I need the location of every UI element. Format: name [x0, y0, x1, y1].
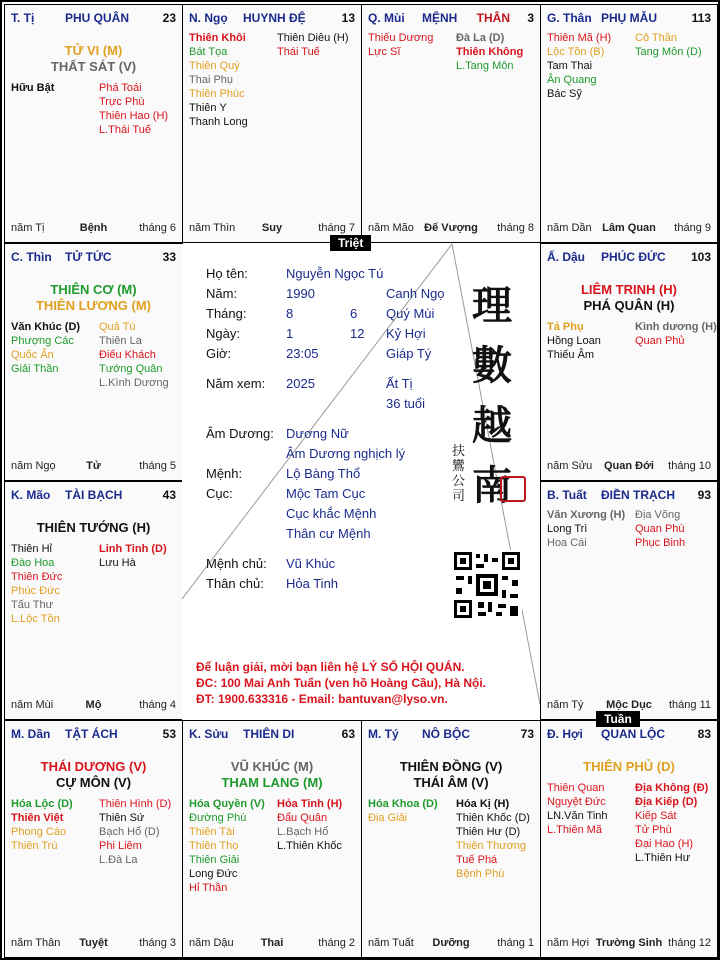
- minor-stars-left: [11, 81, 54, 95]
- palace-month: tháng 10: [668, 460, 711, 472]
- palace-stage: Bệnh: [79, 222, 108, 234]
- palace-cell-than: [540, 4, 718, 243]
- qr-code-icon: [452, 550, 522, 620]
- palace-month: tháng 12: [668, 937, 711, 949]
- minor-star: Long Đức: [189, 868, 238, 880]
- value-gio: 23:05: [286, 346, 319, 361]
- minor-stars-right: [635, 781, 708, 865]
- value-tuoi: 36 tuổi: [386, 396, 426, 411]
- palace-footer: [368, 937, 534, 951]
- palace-name: PHỤ MẪU: [601, 11, 657, 25]
- minor-star: Đà La (D): [456, 32, 505, 44]
- minor-star: Thiên Giải: [189, 854, 240, 866]
- minor-star: Linh Tinh (D): [99, 543, 167, 555]
- palace-name: HUYNH ĐỆ: [243, 11, 306, 25]
- palace-footer: [368, 222, 534, 236]
- calligraphy-char-4: 南: [472, 462, 512, 509]
- palace-header: [547, 488, 711, 504]
- minor-star: Quốc Ấn: [11, 349, 54, 361]
- main-star: THIÊN CƠ (M): [50, 282, 137, 297]
- palace-name: ĐIỀN TRẠCH: [601, 488, 675, 502]
- palace-year: năm Tị: [11, 222, 45, 234]
- minor-stars-left: [547, 508, 625, 550]
- minor-star: Hồng Loan: [547, 335, 601, 347]
- minor-stars-left: [547, 31, 611, 101]
- palace-year: năm Thìn: [189, 222, 236, 234]
- palace-stage: Thai: [260, 937, 284, 949]
- minor-stars-right: [456, 797, 530, 881]
- palace-number: 43: [162, 488, 176, 502]
- palace-cell-mao: [4, 481, 183, 720]
- minor-star: Tướng Quân: [99, 363, 163, 375]
- palace-year: năm Mùi: [11, 699, 54, 711]
- minor-star: Phục Binh: [635, 537, 686, 549]
- minor-star: Thai Phụ: [189, 74, 234, 86]
- palace-stage: Suy: [261, 222, 283, 234]
- palace-year: năm Dậu: [189, 937, 234, 949]
- minor-stars-right: [99, 797, 171, 867]
- triet-marker: Triệt: [330, 235, 371, 251]
- minor-star: Lộc Tồn (B): [547, 46, 605, 58]
- value-ngay-1: 1: [286, 326, 294, 341]
- palace-footer: [11, 460, 176, 474]
- palace-name: TỬ TỨC: [65, 250, 112, 264]
- palace-stage: Dưỡng: [432, 937, 470, 949]
- minor-star: Thanh Long: [189, 116, 248, 128]
- value-cuc-1: Mộc Tam Cục: [286, 486, 366, 501]
- minor-star: Hóa Quyền (V): [189, 798, 265, 810]
- palace-footer: [547, 937, 711, 951]
- minor-star: Phá Toái: [99, 82, 142, 94]
- palace-header: [11, 11, 176, 27]
- palace-year: năm Ngọ: [11, 460, 56, 472]
- minor-star: L.Thiên Hư: [635, 852, 691, 864]
- minor-star: Thiên Mã (H): [547, 32, 612, 44]
- palace-month: tháng 8: [497, 222, 534, 234]
- contact-line-3: ĐT: 1900.633316 - Email: bantuvan@lyso.vn.: [196, 692, 448, 706]
- minor-star: Thái Tuế: [277, 46, 320, 58]
- minor-star: Điếu Khách: [99, 349, 156, 361]
- main-star: THIÊN TƯỚNG (H): [36, 520, 151, 535]
- palace-footer: [189, 937, 355, 951]
- label-thang: Tháng:: [206, 306, 247, 321]
- palace-stage: Mộ: [85, 699, 102, 711]
- minor-star: Địa Không (Đ): [635, 782, 709, 794]
- palace-month: tháng 2: [318, 937, 355, 949]
- contact-line-2: ĐC: 100 Mai Anh Tuấn (ven hồ Hoàng Cầu), Hà Nội.: [196, 676, 487, 690]
- value-gio-can: Giáp Tý: [386, 346, 432, 361]
- palace-footer: [547, 222, 711, 236]
- minor-star: Thiên Khốc (D): [456, 812, 530, 824]
- minor-star: Tả Phụ: [547, 321, 584, 333]
- calligraphy-char-2: 數: [472, 342, 512, 389]
- palace-stage: Mộc Dục: [606, 699, 652, 711]
- palace-cell-ty: [361, 720, 541, 958]
- minor-star: Kình dương (H): [635, 321, 717, 333]
- palace-number: 33: [162, 250, 176, 264]
- label-menh: Mệnh:: [206, 466, 243, 481]
- minor-star: L.Thiên Khốc: [277, 840, 342, 852]
- label-menh-chu: Mệnh chủ:: [206, 556, 267, 571]
- label-nam: Năm:: [206, 286, 238, 301]
- palace-cell-thin: [4, 243, 183, 481]
- main-star: THIÊN PHỦ (D): [583, 759, 675, 774]
- minor-star: Bát Tọa: [189, 46, 228, 58]
- minor-star: Hỏa Tinh (H): [277, 798, 343, 810]
- minor-star: Tam Thai: [547, 60, 593, 72]
- minor-star: Thiên Sứ: [99, 812, 145, 824]
- minor-star: Đại Hao (H): [635, 838, 694, 850]
- palace-name: QUAN LỘC: [601, 727, 665, 741]
- minor-star: Tử Phù: [635, 824, 672, 836]
- minor-star: Quan Phù: [635, 523, 685, 535]
- main-star: THẤT SÁT (V): [50, 59, 137, 74]
- minor-star: Thiên Thọ: [189, 840, 239, 852]
- minor-star: Thiên Hư (D): [456, 826, 521, 838]
- palace-cell-ngo: [182, 4, 362, 243]
- palace-header: [368, 11, 534, 27]
- main-star: PHÁ QUÂN (H): [583, 298, 675, 313]
- palace-month: tháng 7: [318, 222, 355, 234]
- palace-month: tháng 6: [139, 222, 176, 234]
- palace-cell-hoi: [540, 720, 718, 958]
- minor-star: Tang Môn (D): [635, 46, 702, 58]
- minor-stars-left: [368, 797, 438, 825]
- calligraphy-seal-text: 扶 鸞 公 司: [452, 444, 466, 504]
- palace-branch-code: C. Thìn: [11, 250, 52, 264]
- palace-name: THIÊN DI: [243, 727, 295, 741]
- main-star: THÁI ÂM (V): [413, 775, 489, 790]
- minor-stars-right: [277, 797, 342, 853]
- minor-star: Thiên Không: [456, 46, 524, 58]
- palace-cell-ti: [4, 4, 183, 243]
- palace-year: năm Thân: [11, 937, 61, 949]
- minor-star: Thiên Tài: [189, 826, 235, 838]
- minor-star: Thiên Trù: [11, 840, 58, 852]
- minor-star: Bạch Hổ (D): [99, 826, 160, 838]
- palace-header: [11, 488, 176, 504]
- minor-star: Thiên Quý: [189, 60, 240, 72]
- palace-header: [368, 727, 534, 743]
- palace-name: PHU QUÂN: [65, 11, 130, 25]
- value-ngay-2: 12: [350, 326, 365, 341]
- minor-stars-left: [189, 31, 248, 129]
- palace-number: 53: [162, 727, 176, 741]
- palace-cell-dan: [4, 720, 183, 958]
- palace-header: [189, 11, 355, 27]
- palace-footer: [11, 699, 176, 713]
- value-cuc-2: Cục khắc Mệnh: [286, 506, 377, 521]
- minor-star: Thiên Hỉ: [11, 543, 52, 555]
- minor-stars-right: [635, 320, 717, 348]
- main-star: THIÊN LƯƠNG (M): [35, 298, 152, 313]
- main-star: THAM LANG (M): [221, 775, 323, 790]
- minor-stars-right: [635, 31, 702, 59]
- minor-star: Quả Tú: [99, 321, 136, 333]
- label-ngay: Ngày:: [206, 326, 240, 341]
- minor-star: Giải Thần: [11, 363, 59, 375]
- palace-number: 93: [697, 488, 711, 502]
- palace-header: [11, 250, 176, 266]
- minor-star: L.Thiên Mã: [547, 824, 603, 836]
- calligraphy-char-1: 理: [472, 282, 512, 329]
- minor-star: Hữu Bật: [11, 82, 55, 94]
- minor-star: Bác Sỹ: [547, 88, 582, 100]
- palace-number: 63: [341, 727, 355, 741]
- minor-star: Hóa Khoa (D): [368, 798, 438, 810]
- value-nam-can: Canh Ngọ: [386, 286, 445, 301]
- palace-branch-code: K. Mão: [11, 488, 51, 502]
- palace-stage: Tuyệt: [79, 937, 108, 949]
- minor-stars-left: [11, 320, 80, 376]
- minor-star: L.Bạch Hổ: [277, 826, 329, 838]
- minor-star: Hóa Kị (H): [456, 798, 510, 810]
- palace-stage: Đế Vượng: [424, 222, 478, 234]
- minor-star: Địa Giải: [368, 812, 408, 824]
- minor-star: Tấu Thư: [11, 599, 54, 611]
- palace-branch-code: Q. Mùi: [368, 11, 405, 25]
- palace-branch-code: Đ. Hợi: [547, 727, 583, 741]
- minor-star: Thiên Quan: [547, 782, 605, 794]
- palace-number: 3: [527, 11, 534, 25]
- palace-branch-code: T. Tị: [11, 11, 35, 25]
- value-nam: 1990: [286, 286, 315, 301]
- minor-stars-left: [547, 320, 601, 362]
- palace-branch-code: N. Ngọ: [189, 11, 228, 25]
- value-menh: Lộ Bàng Thổ: [286, 466, 361, 481]
- value-than-chu: Hỏa Tinh: [286, 576, 339, 591]
- palace-name: NÔ BỘC: [422, 727, 470, 741]
- palace-footer: [11, 937, 176, 951]
- minor-star: L.Lộc Tồn: [11, 613, 60, 625]
- palace-year: năm Dần: [547, 222, 592, 234]
- palace-footer: [189, 222, 355, 236]
- palace-stage: Lâm Quan: [602, 222, 656, 234]
- palace-stage: Tử: [86, 460, 101, 472]
- minor-star: Địa Võng: [635, 509, 681, 521]
- minor-star: Thiên Hao (H): [99, 110, 169, 122]
- minor-star: Phượng Các: [11, 335, 74, 347]
- palace-branch-code: K. Sửu: [189, 727, 229, 741]
- value-menh-chu: Vũ Khúc: [286, 556, 336, 571]
- value-thang-can: Quý Mùi: [386, 306, 435, 321]
- minor-star: L.Thái Tuế: [99, 124, 151, 136]
- main-star: THÁI DƯƠNG (V): [40, 759, 147, 774]
- palace-cell-dau: [540, 243, 718, 481]
- value-thang-2: 6: [350, 306, 358, 321]
- minor-star: L.Tang Môn: [456, 60, 514, 72]
- palace-number: 83: [697, 727, 711, 741]
- palace-month: tháng 9: [674, 222, 711, 234]
- main-star: LIÊM TRINH (H): [580, 282, 678, 297]
- minor-star: Nguyệt Đức: [547, 796, 606, 808]
- minor-star: Tuế Phá: [456, 854, 498, 866]
- minor-star: Đẩu Quân: [277, 812, 328, 824]
- minor-star: Lưu Hà: [99, 557, 136, 569]
- tuan-marker: Tuần: [596, 711, 640, 727]
- calligraphy-char-3: 越: [472, 402, 512, 449]
- palace-year: năm Tuất: [368, 937, 414, 949]
- minor-star: Thiếu Âm: [547, 349, 595, 361]
- palace-month: tháng 4: [139, 699, 176, 711]
- main-star: THIÊN ĐỒNG (V): [399, 759, 503, 774]
- main-star: VŨ KHÚC (M): [230, 759, 314, 774]
- minor-star: L.Kình Dương: [99, 377, 169, 389]
- minor-star: Kiếp Sát: [635, 810, 677, 822]
- minor-star: Địa Kiếp (D): [635, 796, 698, 808]
- palace-number: 103: [690, 250, 711, 264]
- palace-branch-code: Ấ. Dậu: [547, 250, 586, 264]
- minor-star: Trực Phù: [99, 96, 145, 108]
- minor-star: L.Đà La: [99, 854, 138, 866]
- palace-year: năm Sửu: [547, 460, 593, 472]
- value-nam-xem-can: Ất Tị: [386, 376, 413, 391]
- minor-star: Hoa Cái: [547, 537, 587, 549]
- palace-year: năm Tý: [547, 699, 584, 711]
- palace-year: năm Hợi: [547, 937, 590, 949]
- minor-star: Cô Thần: [635, 32, 677, 44]
- label-am-duong: Âm Dương:: [206, 426, 274, 441]
- value-am-duong-1: Dương Nữ: [286, 426, 349, 441]
- palace-branch-code: M. Dần: [11, 727, 51, 741]
- minor-star: Văn Xương (H): [547, 509, 626, 521]
- main-star: CỰ MÔN (V): [55, 775, 132, 790]
- palace-header: [547, 11, 711, 27]
- label-ho-ten: Họ tên:: [206, 266, 248, 281]
- minor-star: Thiên Việt: [11, 812, 64, 824]
- minor-star: LN.Văn Tinh: [547, 810, 608, 822]
- value-ngay-can: Kỷ Hợi: [386, 326, 426, 341]
- palace-name: TẬT ÁCH: [65, 727, 118, 741]
- palace-header: [547, 250, 711, 266]
- minor-stars-right: [99, 81, 168, 137]
- minor-star: Phong Cáo: [11, 826, 67, 838]
- palace-month: tháng 3: [139, 937, 176, 949]
- minor-star: Thiên Hình (D): [99, 798, 172, 810]
- minor-star: Quan Phủ: [635, 335, 685, 347]
- minor-stars-right: [635, 508, 685, 550]
- red-seal-stamp: [500, 476, 526, 502]
- minor-stars-right: [277, 31, 349, 59]
- minor-star: Long Trì: [547, 523, 588, 535]
- minor-star: Đường Phù: [189, 812, 247, 824]
- palace-month: tháng 5: [139, 460, 176, 472]
- contact-line-1: Để luận giải, mời bạn liên hệ LÝ SỐ HỘI QUÁN.: [196, 660, 465, 674]
- palace-name: MỆNH: [422, 11, 458, 25]
- minor-star: Văn Khúc (D): [11, 321, 81, 333]
- value-cuc-3: Thân cư Mệnh: [286, 526, 371, 541]
- label-than-chu: Thân chủ:: [206, 576, 264, 591]
- label-cuc: Cục:: [206, 486, 233, 501]
- than-palace-tag: THÂN: [476, 11, 510, 25]
- minor-stars-right: [99, 320, 169, 390]
- center-info-panel: [182, 244, 540, 720]
- palace-number: 113: [691, 11, 711, 25]
- palace-header: [189, 727, 355, 743]
- palace-number: 13: [341, 11, 355, 25]
- value-ho-ten: Nguyễn Ngọc Tú: [286, 266, 384, 281]
- minor-star: Phi Liêm: [99, 840, 142, 852]
- minor-stars-left: [11, 542, 62, 626]
- palace-cell-mui: [361, 4, 541, 243]
- value-nam-xem: 2025: [286, 376, 315, 391]
- palace-branch-code: G. Thân: [547, 11, 592, 25]
- palace-year: năm Mão: [368, 222, 414, 234]
- minor-star: Thiên Thương: [456, 840, 527, 852]
- minor-star: Thiên Y: [189, 102, 227, 114]
- minor-stars-left: [11, 797, 73, 853]
- minor-star: Thiên Đức: [11, 571, 63, 583]
- palace-header: [547, 727, 711, 743]
- palace-branch-code: M. Tý: [368, 727, 399, 741]
- minor-stars-right: [456, 31, 523, 73]
- minor-star: Thiên La: [99, 335, 142, 347]
- minor-stars-left: [547, 781, 608, 837]
- label-nam-xem: Năm xem:: [206, 376, 266, 391]
- palace-name: TÀI BẠCH: [65, 488, 123, 502]
- palace-footer: [547, 460, 711, 474]
- palace-footer: [11, 222, 176, 236]
- minor-star: Ân Quang: [547, 74, 597, 86]
- minor-star: Hóa Lộc (D): [11, 798, 73, 810]
- palace-month: tháng 11: [668, 699, 711, 711]
- minor-stars-right: [99, 542, 167, 570]
- palace-header: [11, 727, 176, 743]
- main-star: TỬ VI (M): [64, 43, 123, 58]
- label-gio: Giờ:: [206, 346, 232, 361]
- palace-cell-tuat: [540, 481, 718, 720]
- palace-number: 73: [520, 727, 534, 741]
- minor-star: Thiên Diêu (H): [277, 32, 349, 44]
- value-thang-1: 8: [286, 306, 294, 321]
- minor-star: Thiên Phúc: [189, 88, 245, 100]
- minor-star: Thiên Khôi: [189, 32, 246, 44]
- palace-name: PHÚC ĐỨC: [601, 250, 666, 264]
- minor-stars-left: [368, 31, 433, 59]
- palace-cell-suu: [182, 720, 362, 958]
- palace-branch-code: B. Tuất: [547, 488, 587, 502]
- minor-star: Lực Sĩ: [368, 46, 401, 58]
- palace-month: tháng 1: [497, 937, 534, 949]
- minor-star: Thiếu Dương: [368, 32, 434, 44]
- value-am-duong-2: Âm Dương nghịch lý: [286, 446, 406, 461]
- palace-stage: Trường Sinh: [595, 937, 663, 949]
- palace-stage: Quan Đới: [604, 460, 654, 472]
- minor-star: Bệnh Phù: [456, 868, 505, 880]
- minor-star: Phúc Đức: [11, 585, 60, 597]
- palace-number: 23: [162, 11, 176, 25]
- minor-star: Đào Hoa: [11, 557, 55, 569]
- minor-stars-left: [189, 797, 265, 895]
- minor-star: Hỉ Thần: [189, 882, 228, 894]
